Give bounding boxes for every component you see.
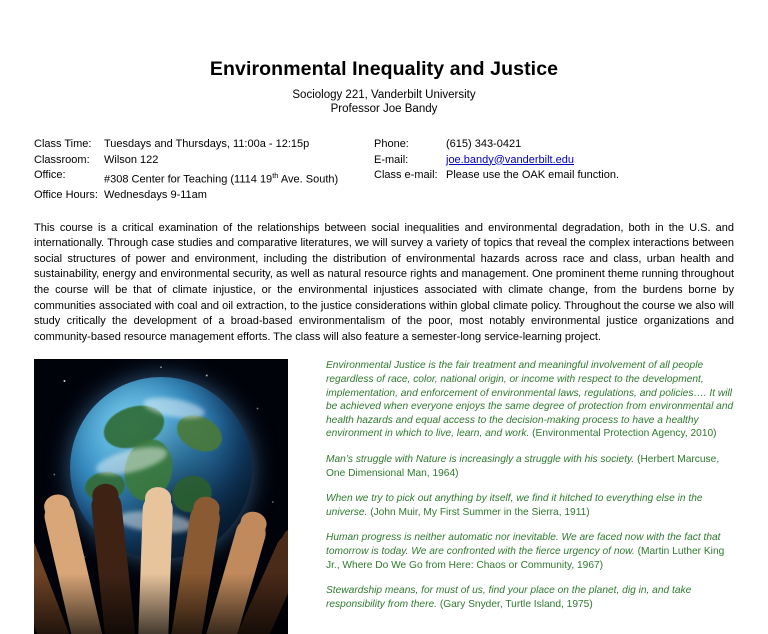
info-value-class-time: Tuesdays and Thursdays, 11:00a - 12:15p	[104, 138, 310, 150]
info-row-classroom	[34, 153, 374, 169]
quote-text: When we try to pick out anything by itself, we find it hitched to everything else in the universe.	[326, 493, 703, 518]
info-row-class-time	[34, 137, 374, 153]
info-label-office-hours: Office Hours:	[34, 189, 98, 202]
quote-item	[326, 359, 734, 441]
info-label-email: E-mail:	[374, 153, 409, 166]
quote-text: Environmental Justice is the fair treatment and meaningful involvement of all people regardless of race, color, national origin, or income with respect to the development, implementation, and enforcement of environmental laws, regulations, and policies…. It will be achieved when everyone enjoys the same degree of protection from environmental and health hazards and equal access to the decision-making process to have a healthy environment in which to live, learn, and work.	[326, 360, 734, 440]
quote-item	[326, 453, 734, 480]
quote-text: Man’s struggle with Nature is increasingly a struggle with his society.	[326, 453, 635, 465]
course-info-right	[374, 137, 734, 204]
quote-source: (Environmental Protection Agency, 2010)	[532, 428, 717, 440]
quote-source: (John Muir, My First Summer in the Sierra, 1911)	[370, 506, 590, 518]
info-label-class-email: Class e-mail:	[374, 169, 438, 181]
office-address-pre: #308 Center for Teaching (1114 19	[104, 173, 273, 186]
info-value-phone: (615) 343-0421	[446, 138, 522, 150]
info-row-phone	[374, 137, 734, 153]
office-address-post: Ave. South)	[278, 173, 339, 186]
quote-source: (Gary Snyder, Turtle Island, 1975)	[439, 598, 593, 610]
course-subtitle: Sociology 221, Vanderbilt University	[292, 89, 476, 101]
quote-item	[326, 492, 734, 519]
quote-text: Stewardship means, for must of us, find your place on the planet, dig in, and take responsibility from there.	[326, 585, 692, 610]
info-value-class-email: Please use the OAK email function.	[446, 169, 620, 181]
info-label-office: Office:	[34, 169, 66, 181]
course-info-left	[34, 137, 374, 204]
quote-item	[326, 531, 734, 572]
info-value-office-hours: Wednesdays 9-11am	[104, 189, 207, 202]
info-row-email	[374, 153, 734, 169]
info-row-office	[34, 168, 374, 188]
hands-group	[34, 474, 288, 634]
course-info-block	[34, 137, 734, 204]
page-title: Environmental Inequality and Justice	[209, 58, 559, 80]
quote-item	[326, 584, 734, 611]
info-value-office	[104, 168, 338, 188]
email-link[interactable]: joe.bandy@vanderbilt.edu	[446, 153, 574, 166]
office-address-ordinal: th	[272, 171, 279, 180]
info-label-phone: Phone:	[374, 138, 409, 150]
info-value-email	[446, 153, 574, 169]
quote-source: (Martin Luther King Jr., Where Do We Go from Here: Chaos or Community, 1967)	[326, 545, 725, 571]
info-row-office-hours	[34, 188, 374, 204]
info-label-classroom: Classroom:	[34, 153, 90, 166]
info-label-class-time: Class Time:	[34, 138, 92, 150]
course-description: This course is a critical examination of the relationships between social inequalities and environmental degradation, both in the U.S. and internationally. Through case studies and comparative literatures, we will survey a variety of topics that reveal the complex interactions between social structures of power and environment, including the distribution of environmental hazards across race and class, urban health and sustainability, energy and environmental security, as well as natural resource rights and management. One prominent theme running throughout the course will be that of climate injustice, or the environmental injustices associated with climate change, from the burdens borne by communities associated with coal and oil extraction, to the justice considerations within global climate policy. Throughout the course we also will study critically the development of a broad-based environmentalism of the poor, most notably environmental justice organizations and community-based resource management efforts. The class will also feature a semester-long service-learning project.	[34, 221, 734, 343]
image-vignette	[34, 474, 288, 634]
info-value-classroom: Wilson 122	[104, 153, 159, 166]
info-row-class-email	[374, 168, 734, 184]
quote-text: Human progress is neither automatic nor inevitable. We are faced now with the fact that tomorrow is today. We are confronted with the fierce urgency of now.	[326, 532, 721, 557]
instructor-name: Professor Joe Bandy	[330, 103, 438, 115]
quote-source: (Herbert Marcuse, One Dimensional Man, 1964)	[326, 453, 720, 479]
